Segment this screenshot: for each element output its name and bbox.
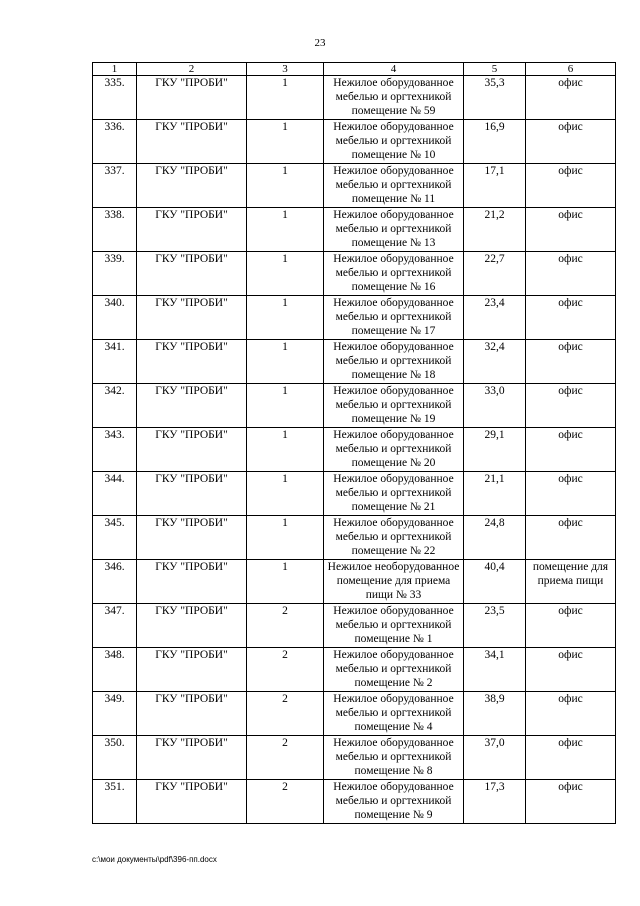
cell-description: Нежилое оборудованное мебелью и оргтехникой помещение № 19 xyxy=(324,384,464,428)
cell-purpose: офис xyxy=(526,648,616,692)
table-row xyxy=(93,120,616,164)
table-row xyxy=(93,76,616,120)
cell-row-number: 348. xyxy=(93,648,137,692)
cell-row-number: 351. xyxy=(93,780,137,824)
cell-floor: 1 xyxy=(247,252,324,296)
cell-organization: ГКУ "ПРОБИ" xyxy=(137,648,247,692)
header-col-6: 6 xyxy=(526,63,616,76)
cell-organization: ГКУ "ПРОБИ" xyxy=(137,76,247,120)
cell-area: 21,1 xyxy=(464,472,526,516)
cell-row-number: 336. xyxy=(93,120,137,164)
cell-row-number: 346. xyxy=(93,560,137,604)
table-row xyxy=(93,428,616,472)
cell-floor: 1 xyxy=(247,296,324,340)
cell-floor: 1 xyxy=(247,120,324,164)
table-row xyxy=(93,604,616,648)
cell-area: 34,1 xyxy=(464,648,526,692)
cell-row-number: 338. xyxy=(93,208,137,252)
cell-organization: ГКУ "ПРОБИ" xyxy=(137,736,247,780)
cell-floor: 2 xyxy=(247,648,324,692)
cell-purpose: офис xyxy=(526,76,616,120)
cell-floor: 1 xyxy=(247,208,324,252)
cell-floor: 1 xyxy=(247,340,324,384)
cell-purpose: офис xyxy=(526,692,616,736)
cell-description: Нежилое оборудованное мебелью и оргтехникой помещение № 2 xyxy=(324,648,464,692)
cell-floor: 2 xyxy=(247,736,324,780)
cell-area: 17,3 xyxy=(464,780,526,824)
cell-purpose: помещение для приема пищи xyxy=(526,560,616,604)
cell-organization: ГКУ "ПРОБИ" xyxy=(137,208,247,252)
table-row xyxy=(93,384,616,428)
cell-description: Нежилое оборудованное мебелью и оргтехникой помещение № 18 xyxy=(324,340,464,384)
cell-organization: ГКУ "ПРОБИ" xyxy=(137,604,247,648)
cell-purpose: офис xyxy=(526,604,616,648)
table-row xyxy=(93,296,616,340)
cell-area: 22,7 xyxy=(464,252,526,296)
cell-organization: ГКУ "ПРОБИ" xyxy=(137,164,247,208)
cell-area: 40,4 xyxy=(464,560,526,604)
cell-purpose: офис xyxy=(526,736,616,780)
cell-description: Нежилое оборудованное мебелью и оргтехникой помещение № 17 xyxy=(324,296,464,340)
cell-description: Нежилое оборудованное мебелью и оргтехникой помещение № 8 xyxy=(324,736,464,780)
table-row xyxy=(93,208,616,252)
cell-purpose: офис xyxy=(526,428,616,472)
cell-purpose: офис xyxy=(526,296,616,340)
cell-floor: 2 xyxy=(247,692,324,736)
cell-floor: 2 xyxy=(247,604,324,648)
cell-area: 24,8 xyxy=(464,516,526,560)
header-col-4: 4 xyxy=(324,63,464,76)
cell-description: Нежилое оборудованное мебелью и оргтехникой помещение № 11 xyxy=(324,164,464,208)
table-row xyxy=(93,560,616,604)
cell-description: Нежилое оборудованное мебелью и оргтехникой помещение № 4 xyxy=(324,692,464,736)
cell-organization: ГКУ "ПРОБИ" xyxy=(137,560,247,604)
cell-row-number: 335. xyxy=(93,76,137,120)
cell-description: Нежилое необорудованное помещение для приема пищи № 33 xyxy=(324,560,464,604)
header-col-2: 2 xyxy=(137,63,247,76)
table-row xyxy=(93,252,616,296)
table-row xyxy=(93,340,616,384)
cell-row-number: 347. xyxy=(93,604,137,648)
table-row xyxy=(93,472,616,516)
cell-area: 35,3 xyxy=(464,76,526,120)
cell-purpose: офис xyxy=(526,164,616,208)
table-row xyxy=(93,780,616,824)
cell-description: Нежилое оборудованное мебелью и оргтехникой помещение № 20 xyxy=(324,428,464,472)
cell-description: Нежилое оборудованное мебелью и оргтехникой помещение № 1 xyxy=(324,604,464,648)
cell-row-number: 340. xyxy=(93,296,137,340)
cell-floor: 1 xyxy=(247,516,324,560)
cell-description: Нежилое оборудованное мебелью и оргтехникой помещение № 21 xyxy=(324,472,464,516)
cell-organization: ГКУ "ПРОБИ" xyxy=(137,516,247,560)
cell-purpose: офис xyxy=(526,120,616,164)
cell-purpose: офис xyxy=(526,516,616,560)
table-row xyxy=(93,736,616,780)
cell-description: Нежилое оборудованное мебелью и оргтехникой помещение № 16 xyxy=(324,252,464,296)
cell-purpose: офис xyxy=(526,472,616,516)
cell-description: Нежилое оборудованное мебелью и оргтехникой помещение № 10 xyxy=(324,120,464,164)
cell-area: 17,1 xyxy=(464,164,526,208)
cell-row-number: 345. xyxy=(93,516,137,560)
cell-floor: 1 xyxy=(247,164,324,208)
cell-description: Нежилое оборудованное мебелью и оргтехникой помещение № 59 xyxy=(324,76,464,120)
cell-purpose: офис xyxy=(526,780,616,824)
cell-area: 37,0 xyxy=(464,736,526,780)
table-row xyxy=(93,648,616,692)
cell-floor: 1 xyxy=(247,472,324,516)
cell-floor: 1 xyxy=(247,428,324,472)
cell-purpose: офис xyxy=(526,252,616,296)
cell-row-number: 337. xyxy=(93,164,137,208)
table-row xyxy=(93,164,616,208)
cell-floor: 2 xyxy=(247,780,324,824)
cell-row-number: 339. xyxy=(93,252,137,296)
cell-area: 33,0 xyxy=(464,384,526,428)
cell-organization: ГКУ "ПРОБИ" xyxy=(137,340,247,384)
cell-purpose: офис xyxy=(526,384,616,428)
table-header xyxy=(93,63,616,76)
cell-purpose: офис xyxy=(526,340,616,384)
cell-organization: ГКУ "ПРОБИ" xyxy=(137,120,247,164)
cell-row-number: 342. xyxy=(93,384,137,428)
cell-organization: ГКУ "ПРОБИ" xyxy=(137,692,247,736)
cell-description: Нежилое оборудованное мебелью и оргтехникой помещение № 22 xyxy=(324,516,464,560)
cell-floor: 1 xyxy=(247,384,324,428)
footer-file-path: c:\мои документы\pdf\396-пп.docx xyxy=(92,855,217,864)
cell-area: 16,9 xyxy=(464,120,526,164)
cell-area: 38,9 xyxy=(464,692,526,736)
cell-row-number: 341. xyxy=(93,340,137,384)
cell-area: 32,4 xyxy=(464,340,526,384)
cell-area: 21,2 xyxy=(464,208,526,252)
cell-area: 23,4 xyxy=(464,296,526,340)
header-col-5: 5 xyxy=(464,63,526,76)
cell-row-number: 350. xyxy=(93,736,137,780)
cell-organization: ГКУ "ПРОБИ" xyxy=(137,252,247,296)
cell-organization: ГКУ "ПРОБИ" xyxy=(137,472,247,516)
cell-description: Нежилое оборудованное мебелью и оргтехникой помещение № 9 xyxy=(324,780,464,824)
cell-area: 23,5 xyxy=(464,604,526,648)
cell-row-number: 343. xyxy=(93,428,137,472)
table-row xyxy=(93,692,616,736)
cell-organization: ГКУ "ПРОБИ" xyxy=(137,296,247,340)
page-number: 23 xyxy=(314,37,326,49)
header-col-3: 3 xyxy=(247,63,324,76)
cell-description: Нежилое оборудованное мебелью и оргтехникой помещение № 13 xyxy=(324,208,464,252)
table-body xyxy=(93,76,616,824)
header-row xyxy=(93,63,616,76)
cell-organization: ГКУ "ПРОБИ" xyxy=(137,384,247,428)
cell-area: 29,1 xyxy=(464,428,526,472)
cell-row-number: 344. xyxy=(93,472,137,516)
cell-organization: ГКУ "ПРОБИ" xyxy=(137,780,247,824)
cell-row-number: 349. xyxy=(93,692,137,736)
cell-floor: 1 xyxy=(247,76,324,120)
cell-purpose: офис xyxy=(526,208,616,252)
cell-organization: ГКУ "ПРОБИ" xyxy=(137,428,247,472)
premises-table xyxy=(92,62,616,824)
table-row xyxy=(93,516,616,560)
header-col-1: 1 xyxy=(93,63,137,76)
cell-floor: 1 xyxy=(247,560,324,604)
